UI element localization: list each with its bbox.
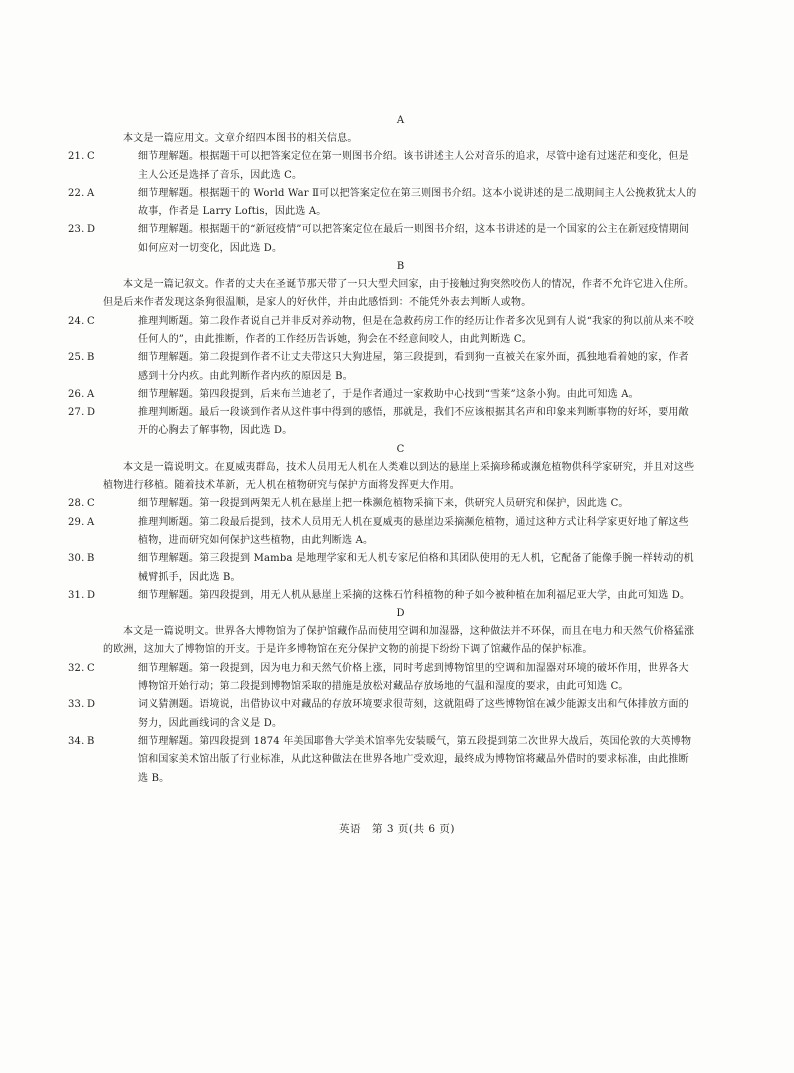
- section-intro: 本文是一篇应用文。文章介绍四本图书的相关信息。: [123, 133, 358, 144]
- answer-explanation: 细节理解题。根据题干的 World War Ⅱ可以把答案定位在第三则图书介绍。这本小说讲述的是二战期间主人公挽救犹太人的故事，作者是 Larry Loftis，因此选 A。: [138, 187, 697, 218]
- question-number: 30.: [68, 553, 85, 565]
- answer-key-content: [68, 112, 698, 788]
- answer-explanation: 细节理解题。第四段提到，用无人机从悬崖上采摘的这株石竹科植物的种子如今被种植在加利福尼亚大学，由此可知选 D。: [138, 589, 691, 601]
- section-intro: 本文是一篇说明文。世界各大博物馆为了保护馆藏作品而使用空调和加湿器，这种做法并不环保，而且在电力和天然气价格猛涨的欧洲，这加大了博物馆的开支。于是许多博物馆在充分保护文物的前提下纷纷下调了馆藏作品的保护标准。: [103, 626, 695, 656]
- question-number: 26.: [68, 388, 85, 400]
- answer-item: [68, 696, 698, 733]
- answer-item: [68, 313, 698, 350]
- answer-item: [68, 660, 698, 697]
- answer-letter: A: [87, 516, 95, 528]
- answer-explanation: 推理判断题。第二段最后提到，技术人员用无人机在夏威夷的悬崖边采摘濒危植物，通过这种方式让科学家更好地了解这些植物，进而研究如何保护这些植物，由此判断选 A。: [138, 516, 689, 546]
- section-letter: A: [396, 115, 405, 126]
- question-number: 23.: [68, 224, 85, 236]
- answer-letter: B: [87, 553, 95, 565]
- question-number: 27.: [68, 407, 85, 419]
- answer-letter: C: [87, 662, 95, 674]
- question-number: 29.: [68, 516, 85, 528]
- answer-letter: C: [87, 498, 95, 510]
- answer-letter: C: [87, 315, 95, 327]
- answer-item: [68, 148, 698, 185]
- answer-letter: B: [87, 735, 95, 747]
- answer-explanation: 细节理解题。第一段提到，因为电力和天然气价格上涨，同时考虑到博物馆里的空调和加湿器对环境的破坏作用，世界各大博物馆开始行动；第二段提到博物馆采取的措施是放松对藏品存放场地的气温和湿度的要求，由此可知选 C。: [138, 662, 689, 693]
- question-number: 24.: [68, 315, 85, 327]
- answer-explanation: 细节理解题。第四段提到 1874 年美国耶鲁大学美术馆率先安装暖气，第五段提到第二次世界大战后，英国伦敦的大英博物馆和国家美术馆出版了行业标准，从此这种做法在世界各地广受欢迎，最终成为博物馆将藏品外借时的要求标准，由此推断选 B。: [138, 735, 692, 784]
- question-number: 32.: [68, 662, 85, 674]
- answer-letter: D: [87, 224, 96, 236]
- question-number: 34.: [68, 735, 85, 747]
- answer-letter: D: [87, 589, 96, 601]
- answer-explanation: 细节理解题。根据题干可以把答案定位在第一则图书介绍。该书讲述主人公对音乐的追求，尽管中途有过迷茫和变化，但是主人公还是选择了音乐，因此选 C。: [138, 151, 689, 181]
- answer-item: [68, 514, 698, 551]
- section-letter: C: [396, 443, 405, 455]
- answer-explanation: 细节理解题。根据题干的“新冠疫情”可以把答案定位在最后一则图书介绍，这本书讲述的是一个国家的公主在新冠疫情期间如何应对一切变化，因此选 D。: [138, 224, 690, 254]
- answer-item: [68, 587, 698, 605]
- answer-item: [68, 185, 698, 222]
- answer-explanation: 推理判断题。最后一段谈到作者从这件事中得到的感悟，那就是，我们不应该根据其名声和印象来判断事物的好坏，要用敞开的心胸去了解事物，因此选 D。: [138, 407, 689, 437]
- section-letter: D: [396, 608, 405, 620]
- answer-letter: D: [87, 699, 96, 711]
- question-number: 28.: [68, 498, 85, 510]
- answer-item: [68, 386, 698, 404]
- answer-explanation: 细节理解题。第三段提到 Mamba 是地理学家和无人机专家尼伯格和其团队使用的无人机，它配备了能像手腕一样转动的机械臂抓手，因此选 B。: [138, 553, 694, 583]
- question-number: 31.: [68, 589, 85, 601]
- answer-item: [68, 221, 698, 258]
- question-number: 21.: [68, 151, 85, 163]
- answer-explanation: 推理判断题。第二段作者说自己并非反对养动物，但是在急救药房工作的经历让作者多次见到有人说“我家的狗以前从来不咬任何人的”，由此推断，作者的工作经历告诉她，狗会在不经意间咬人，由此判断选 C。: [138, 315, 695, 345]
- answer-letter: B: [87, 352, 95, 364]
- answer-letter: C: [87, 151, 95, 163]
- answer-letter: A: [87, 388, 95, 400]
- answer-item: [68, 349, 698, 386]
- question-number: 25.: [68, 352, 85, 364]
- answer-letter: A: [87, 187, 95, 199]
- page-footer: 英语 第 3 页(共 6 页): [339, 823, 455, 835]
- question-number: 22.: [68, 187, 85, 199]
- section-intro: 本文是一篇说明文。在夏威夷群岛，技术人员用无人机在人类难以到达的悬崖上采摘珍稀或濒危植物供科学家研究，并且对这些植物进行移植。随着技术革新，无人机在植物研究与保护方面将发挥更大作用。: [103, 461, 695, 492]
- answer-letter: D: [87, 407, 96, 419]
- answer-explanation: 细节理解题。第二段提到作者不让丈夫带这只大狗进屋，第三段提到，看到狗一直被关在家外面，孤独地看着她的家，作者感到十分内疚。由此判断作者内疚的原因是 B。: [138, 352, 689, 382]
- answer-explanation: 细节理解题。第一段提到两架无人机在悬崖上把一株濒危植物采摘下来，供研究人员研究和保护，因此选 C。: [138, 498, 629, 510]
- question-number: 33.: [68, 699, 85, 711]
- answer-item: [68, 404, 698, 441]
- answer-item: [68, 550, 698, 587]
- section-intro: 本文是一篇记叙文。作者的丈夫在圣诞节那天带了一只大型犬回家，由于接触过狗突然咬伤人的情况，作者不允许它进入住所。但是后来作者发现这条狗很温顺，是家人的好伙伴，并由此感悟到：不能凭外表去判断人或物。: [103, 279, 695, 309]
- answer-explanation: 细节理解题。第四段提到，后来布兰迪老了，于是作者通过一家救助中心找到“雪莱”这条小狗。由此可知选 A。: [138, 388, 639, 400]
- answer-item: [68, 733, 698, 788]
- answer-item: [68, 495, 698, 513]
- answer-explanation: 词义猜测题。语境说，出借协议中对藏品的存放环境要求很苛刻，这就阻碍了这些博物馆在减少能源支出和气体排放方面的努力，因此画线词的含义是 D。: [138, 699, 689, 729]
- section-letter: B: [396, 261, 405, 273]
